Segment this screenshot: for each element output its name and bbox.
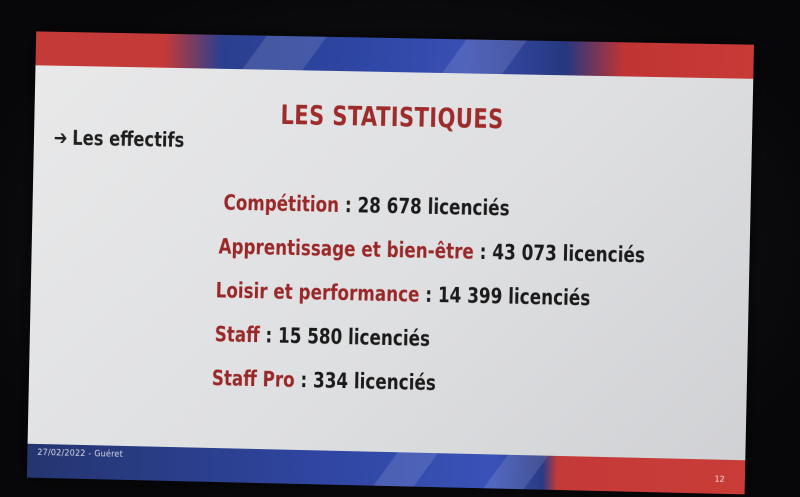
slide-footer-date: 27/02/2022 - Guéret	[37, 447, 124, 460]
band-stripe	[483, 455, 548, 489]
stat-label: Staff Pro	[211, 366, 295, 392]
stat-label: Loisir et performance	[215, 278, 420, 307]
slide-title: LES STATISTIQUES	[280, 99, 505, 136]
arrow-right-icon: ➔	[53, 125, 68, 150]
subheading-text: Les effectifs	[72, 125, 185, 152]
band-stripe	[442, 39, 527, 74]
stat-separator: :	[419, 282, 439, 308]
slide-page-number: 12	[714, 474, 725, 484]
stats-list	[213, 181, 753, 413]
stat-line-staff-pro	[211, 356, 641, 410]
stat-value: 43 073 licenciés	[492, 240, 646, 268]
band-stripe	[373, 452, 438, 486]
stat-value: 28 678 licenciés	[357, 193, 510, 221]
stat-label: Apprentissage et bien-être	[218, 234, 475, 264]
stat-separator: :	[294, 367, 314, 393]
stat-separator: :	[338, 192, 358, 218]
stat-separator: :	[259, 323, 279, 348]
stat-separator: :	[473, 239, 493, 265]
slide-top-band	[35, 31, 753, 78]
band-stripe	[242, 36, 326, 71]
stat-label: Compétition	[223, 190, 340, 217]
stat-value: 334 licenciés	[312, 368, 437, 396]
projected-slide	[27, 31, 754, 494]
stat-value: 15 580 licenciés	[277, 323, 431, 351]
slide-subheading	[54, 125, 185, 151]
stat-value: 14 399 licenciés	[437, 283, 591, 311]
slide-bottom-band	[27, 444, 745, 495]
stat-label: Staff	[214, 322, 260, 348]
